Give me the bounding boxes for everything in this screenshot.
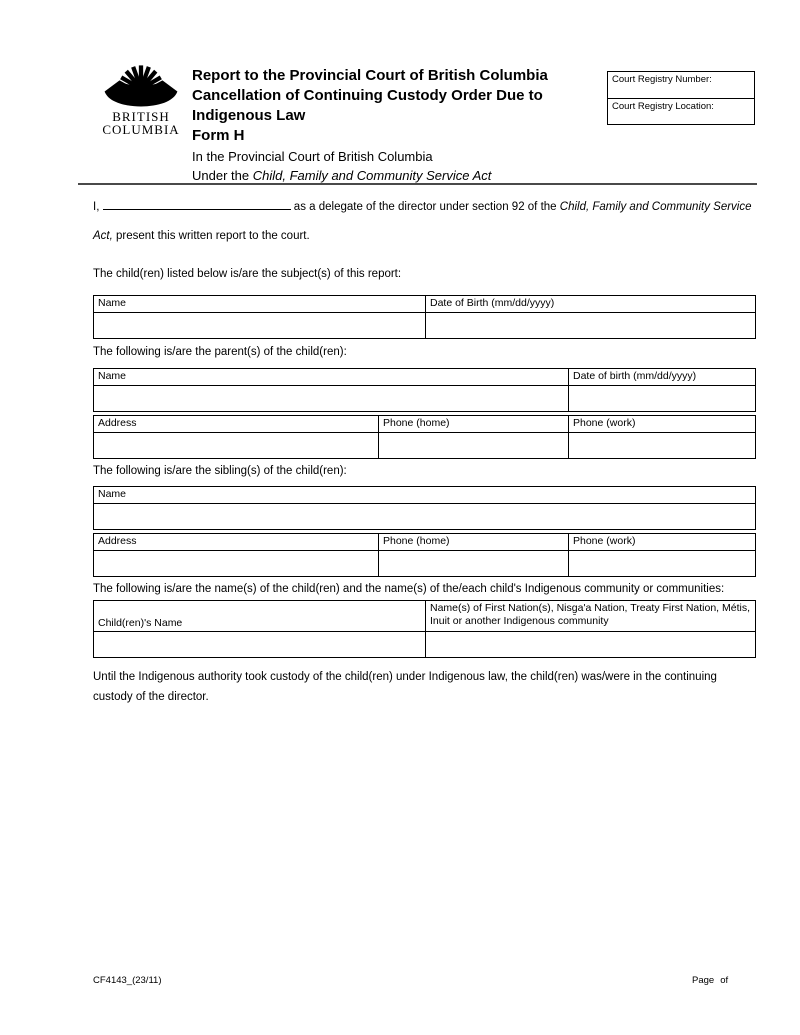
siblings-section-label: The following is/are the sibling(s) of the child(ren): xyxy=(93,465,347,477)
table-row xyxy=(94,504,756,530)
table-row xyxy=(94,313,756,339)
children-table xyxy=(93,295,756,339)
page-indicator xyxy=(692,975,728,986)
page-title xyxy=(192,66,604,184)
subtitle-act xyxy=(192,167,604,184)
title-line-3: Indigenous Law xyxy=(192,107,306,124)
title-line-2: Cancellation of Continuing Custody Order Due to xyxy=(192,87,543,104)
parents-section-label: The following is/are the parent(s) of the child(ren): xyxy=(93,346,347,358)
parents-name-table xyxy=(93,368,756,412)
parents-name-input[interactable] xyxy=(94,386,569,412)
children-dob-input[interactable] xyxy=(426,313,756,339)
parents-phone-home-header: Phone (home) xyxy=(379,416,569,433)
bc-logo xyxy=(98,60,184,136)
parents-phone-work-header: Phone (work) xyxy=(569,416,756,433)
siblings-name-header: Name xyxy=(94,487,756,504)
court-registry-number-field[interactable] xyxy=(608,72,754,98)
intro-prefix: I, xyxy=(93,201,100,213)
table-row xyxy=(94,433,756,459)
intro-suffix: present this written report to the court. xyxy=(116,230,310,242)
intro-body: as a delegate of the director under section 92 of the xyxy=(293,201,557,213)
children-name-header: Name xyxy=(94,296,426,313)
table-row xyxy=(94,386,756,412)
siblings-name-table xyxy=(93,486,756,530)
table-row xyxy=(94,369,756,386)
community-table xyxy=(93,600,756,658)
subtitle-court: In the Provincial Court of British Columbia xyxy=(192,149,433,164)
table-row xyxy=(94,487,756,504)
siblings-name-input[interactable] xyxy=(94,504,756,530)
children-dob-header: Date of Birth (mm/dd/yyyy) xyxy=(426,296,756,313)
logo-text-columbia: COLUMBIA xyxy=(102,122,180,137)
parents-phone-home-input[interactable] xyxy=(379,433,569,459)
parents-dob-input[interactable] xyxy=(569,386,756,412)
table-row xyxy=(94,416,756,433)
siblings-address-table xyxy=(93,533,756,577)
court-registry-location-field[interactable] xyxy=(608,98,754,124)
delegate-name-blank[interactable] xyxy=(103,198,291,210)
siblings-phone-work-input[interactable] xyxy=(569,551,756,577)
court-registry-box xyxy=(607,71,755,125)
page-label: Page xyxy=(692,975,715,986)
parents-dob-header: Date of birth (mm/dd/yyyy) xyxy=(569,369,756,386)
table-row xyxy=(94,632,756,658)
community-child-name-header: Child(ren)'s Name xyxy=(94,601,426,632)
form-label: Form H xyxy=(192,127,245,144)
parents-address-header: Address xyxy=(94,416,379,433)
form-number: CF4143_(23/11) xyxy=(93,975,162,986)
bc-sunrise-mountain-icon xyxy=(99,60,183,110)
header-divider xyxy=(78,183,757,185)
siblings-address-input[interactable] xyxy=(94,551,379,577)
of-label: of xyxy=(720,975,729,986)
intro-act-name: Child, Family and Community Service Act, xyxy=(93,201,752,242)
parents-address-input[interactable] xyxy=(94,433,379,459)
title-line-1: Report to the Provincial Court of British Columbia xyxy=(192,67,548,84)
court-registry-location-label: Court Registry Location: xyxy=(612,101,714,112)
community-nation-header: Name(s) of First Nation(s), Nisg̱a'a Nation, Treaty First Nation, Métis, Inuit or another Indigenous community xyxy=(426,601,756,632)
table-row xyxy=(94,551,756,577)
intro-paragraph xyxy=(93,193,755,251)
siblings-phone-home-input[interactable] xyxy=(379,551,569,577)
subtitle-act-prefix: Under the xyxy=(192,168,250,183)
closing-paragraph: Until the Indigenous authority took custody of the child(ren) under Indigenous law, the child(ren) was/were in the continuing custody of the director. xyxy=(93,671,717,703)
court-registry-number-label: Court Registry Number: xyxy=(612,74,712,85)
subtitle-act-name: Child, Family and Community Service Act xyxy=(252,168,492,183)
children-name-input[interactable] xyxy=(94,313,426,339)
table-row xyxy=(94,601,756,632)
community-nation-input[interactable] xyxy=(426,632,756,658)
parents-address-table xyxy=(93,415,756,459)
community-child-name-input[interactable] xyxy=(94,632,426,658)
parents-name-header: Name xyxy=(94,369,569,386)
siblings-address-header: Address xyxy=(94,534,379,551)
siblings-phone-home-header: Phone (home) xyxy=(379,534,569,551)
table-row xyxy=(94,296,756,313)
siblings-phone-work-header: Phone (work) xyxy=(569,534,756,551)
community-section-label: The following is/are the name(s) of the child(ren) and the name(s) of the/each child's Indigenous community or communities: xyxy=(93,583,725,595)
parents-phone-work-input[interactable] xyxy=(569,433,756,459)
table-row xyxy=(94,534,756,551)
logo-text-british: BRITISH xyxy=(112,109,170,124)
children-section-label: The child(ren) listed below is/are the subject(s) of this report: xyxy=(93,268,402,280)
